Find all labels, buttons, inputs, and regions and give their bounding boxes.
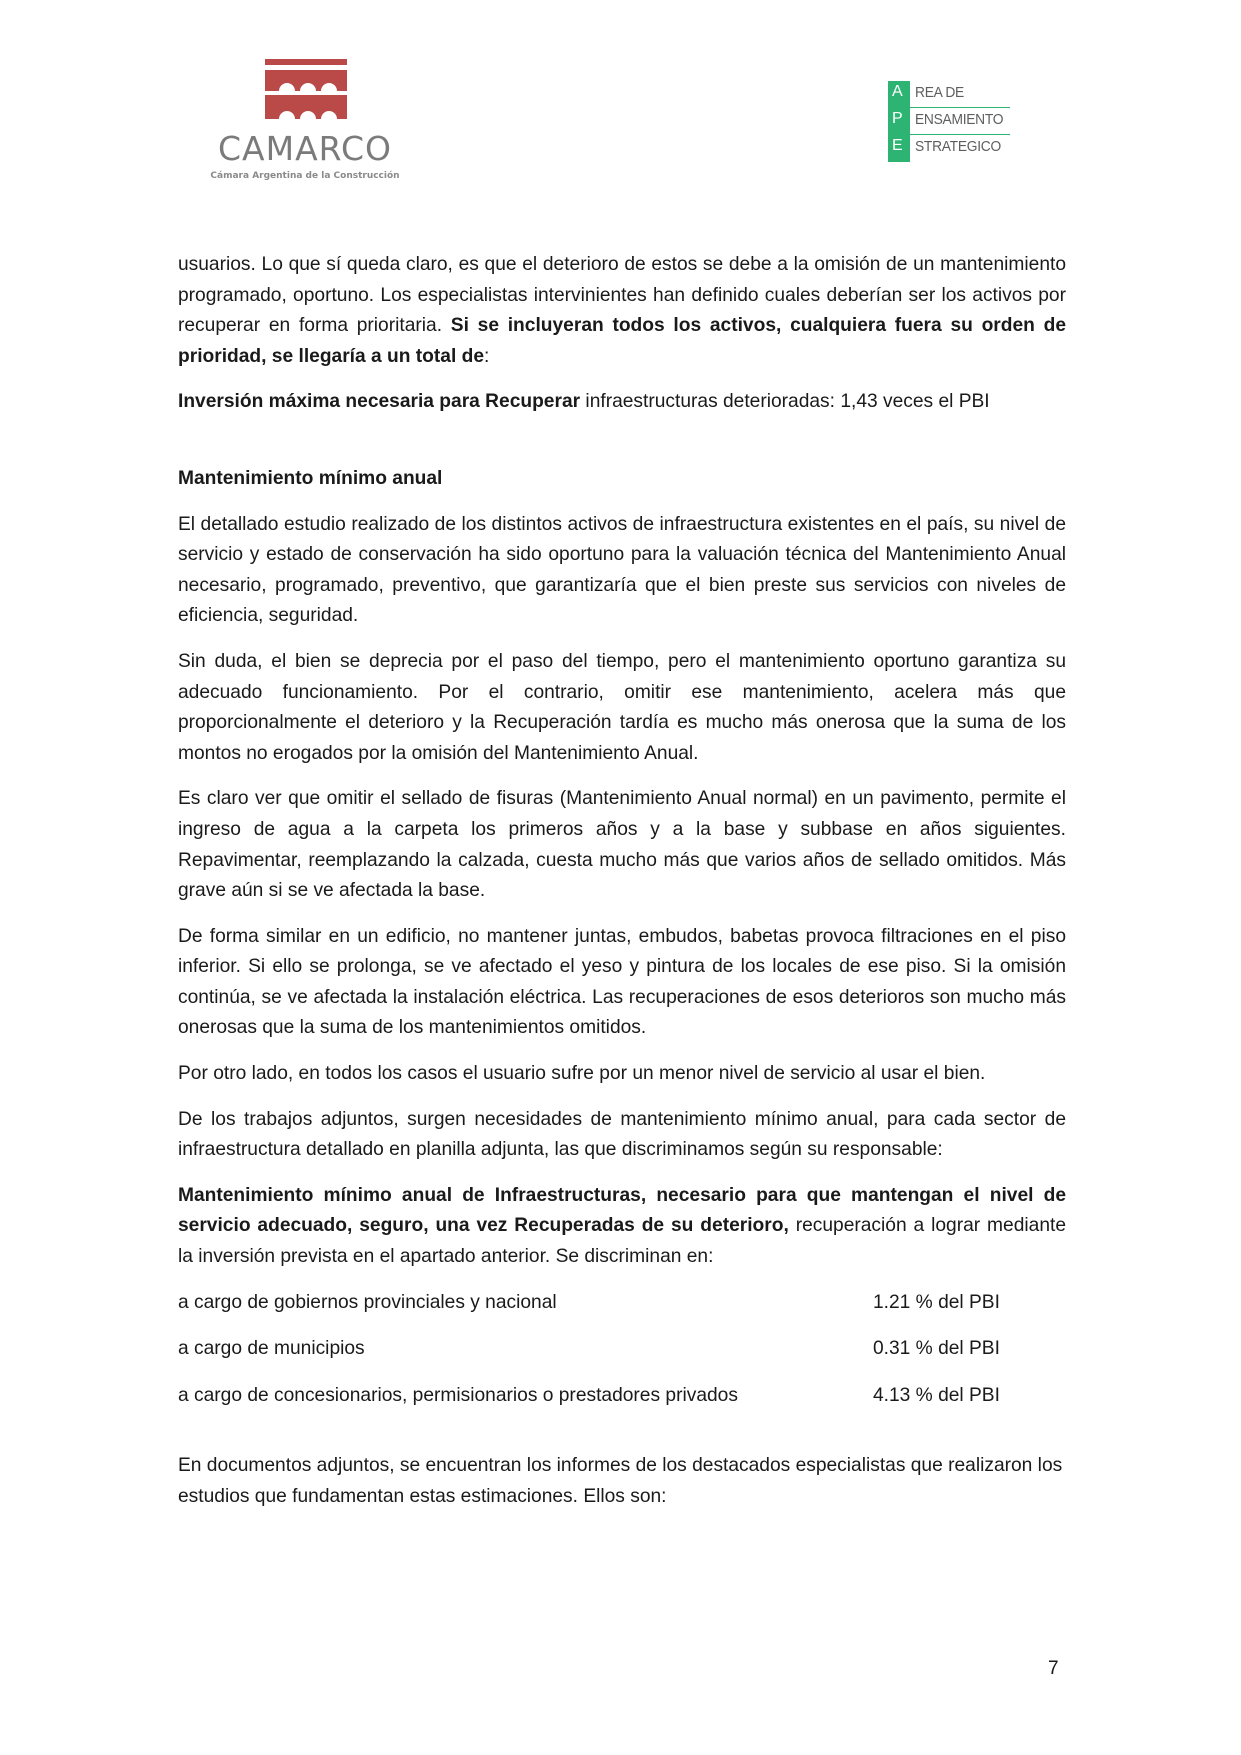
paragraph: El detallado estudio realizado de los distintos activos de infraestructura existentes en el país, su nivel de servicio y estado de conservación ha sido oportuno para la valuación técnica del Mantenimiento Anual necesario, programado, preventivo, que garantizaría que el bien preste sus servicios con niveles de eficiencia, seguridad. — [178, 513, 1066, 627]
paragraph: Sin duda, el bien se deprecia por el paso del tiempo, pero el mantenimiento oportuno garantiza su adecuado funcionamiento. Por el contrario, omitir ese mantenimiento, acelera más que proporcionalmente el deterioro y la Recuperación tardía es mucho más onerosa que la suma de los montos no erogados por la omisión del Mantenimiento Anual. — [178, 650, 1066, 764]
intro-text: usuarios. Lo que sí queda claro, es que el deterioro de estos se debe a la omisión de un mantenimiento programado, oportuno. Los especialistas intervinientes han definido cuales deberían ser los activos por recuperar en forma prioritaria. — [178, 254, 1066, 337]
ape-row — [888, 135, 1013, 162]
closing-paragraph: En documentos adjuntos, se encuentran los informes de los destacados especialistas que realizaron los estudios que fundamentan estas estimaciones. Ellos son: — [178, 1455, 1063, 1507]
ape-word: REA DE — [915, 84, 964, 101]
aqueduct-icon — [265, 59, 347, 119]
ape-word: ENSAMIENTO — [915, 111, 1004, 128]
ape-row — [888, 108, 1013, 135]
camarco-subtitle: Cámara Argentina de la Construcción — [210, 171, 400, 181]
ape-letter: P — [892, 110, 903, 127]
investment-line — [178, 387, 1066, 418]
paragraph: De los trabajos adjuntos, surgen necesidades de mantenimiento mínimo anual, para cada sector de infraestructura detallado en planilla adjunta, las que discriminamos según su responsable: — [178, 1108, 1066, 1161]
paragraph: Es claro ver que omitir el sellado de fisuras (Mantenimiento Anual normal) en un pavimento, permite el ingreso de agua a la carpeta los primeros años y a la base y subbase en años siguientes. Repavimentar, reemplazando la calzada, cuesta mucho más que varios años de sellado omitidos. Más grave aún si se ve afectada la base. — [178, 788, 1066, 902]
summary-text: recuperación a lograr mediante la inversión prevista en el apartado anterior. Se discriminan en: — [178, 1215, 1066, 1268]
ape-letter: A — [892, 83, 903, 100]
allocation-label: a cargo de gobiernos provinciales y nacional — [178, 1291, 557, 1313]
camarco-name: CAMARCO — [218, 129, 392, 168]
allocation-value: 4.13 % del PBI — [873, 1384, 1000, 1406]
allocation-row — [178, 1288, 1066, 1319]
document-body — [178, 250, 1066, 1513]
intro-tail: : — [484, 345, 490, 367]
investment-text: infraestructuras deterioradas: 1,43 veces el PBI — [580, 391, 990, 413]
intro-paragraph — [178, 250, 1066, 372]
summary-paragraph — [178, 1181, 1066, 1273]
allocation-row — [178, 1381, 1066, 1412]
investment-bold: Inversión máxima necesaria para Recuperar — [178, 391, 581, 413]
allocation-label: a cargo de concesionarios, permisionarios o prestadores privados — [178, 1384, 738, 1406]
ape-word: STRATEGICO — [915, 138, 1001, 155]
summary-bold: Mantenimiento mínimo anual de Infraestructuras, necesario para que mantengan el nivel de servicio adecuado, seguro, una vez Recuperadas de su deterioro, — [178, 1184, 1066, 1237]
allocation-label: a cargo de municipios — [178, 1338, 365, 1360]
section-heading: Mantenimiento mínimo anual — [178, 467, 443, 489]
camarco-logo — [205, 55, 405, 185]
ape-row — [888, 81, 1013, 108]
intro-bold: Si se incluyeran todos los activos, cualquiera fuera su orden de prioridad, se llegaría a un total de — [178, 315, 1066, 367]
allocation-value: 0.31 % del PBI — [873, 1338, 1000, 1360]
allocation-list — [178, 1288, 1066, 1412]
paragraph: Por otro lado, en todos los casos el usuario sufre por un menor nivel de servicio al usar el bien. — [178, 1063, 986, 1085]
page-number: 7 — [1048, 1658, 1059, 1679]
allocation-row — [178, 1334, 1066, 1365]
paragraph: De forma similar en un edificio, no mantener juntas, embudos, babetas provoca filtraciones en el piso inferior. Si ello se prolonga, se ve afectado el yeso y pintura de los locales de ese piso. Si la omisión continúa, se ve afectada la instalación eléctrica. Las recuperaciones de esos deterioros son mucho más onerosas que la suma de los mantenimientos omitidos. — [178, 925, 1066, 1039]
allocation-value: 1.21 % del PBI — [873, 1291, 1000, 1313]
ape-letter: E — [892, 137, 903, 154]
